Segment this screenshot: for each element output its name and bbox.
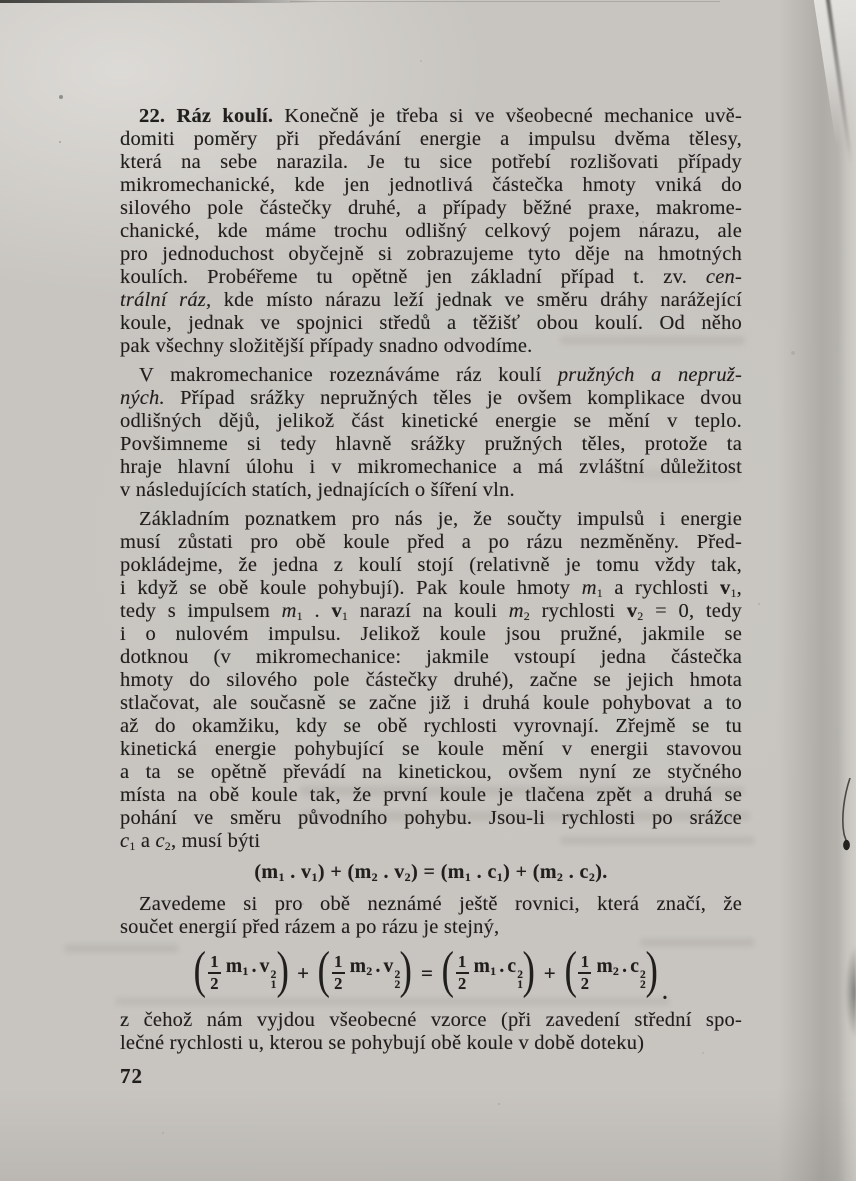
text-line: koulích. Probéřeme tu opětně jen základní případ t. zv. cen- [120, 266, 742, 288]
fraction [332, 951, 345, 993]
text-line: mikromechanické, kde jen jednotlivá částečka hmoty vniká do [120, 174, 742, 196]
operator: = [420, 960, 434, 985]
fraction [456, 951, 469, 993]
energy-conservation-formula [120, 942, 742, 1004]
text-line: hmoty do silového pole částečky druhé), začne se jejich hmota [120, 669, 742, 691]
text-line: pohání ve směru původního pohybu. Jsou-li rychlosti po srážce [120, 807, 742, 829]
text-line: hraje hlavní úlohu i v mikromechanice a má zvláštní důležitost [120, 456, 742, 478]
open-paren: ( [317, 942, 331, 999]
text-line: chanické, kde máme trochu odlišný celkový pojem nárazu, ale [120, 220, 742, 242]
text-line: a ta se opětně převádí na kinetickou, ovšem nyní ze styčného [120, 761, 742, 783]
operator: + [297, 960, 310, 985]
fraction-numerator: 1 [334, 951, 343, 971]
text-column [120, 105, 742, 1055]
paragraph-1 [120, 105, 742, 358]
fraction-denominator: 2 [210, 974, 219, 993]
text-line: 22. Ráz koulí. Konečně je třeba si ve všeobecné mechanice uvě- [139, 105, 742, 127]
formula-period: . [662, 983, 668, 1004]
close-paren: ) [522, 942, 536, 999]
fraction-numerator: 1 [580, 951, 590, 971]
open-paren: ( [441, 942, 455, 999]
text-line: místa na obě koule tak, že první koule je tlačena zpět a druhá se [120, 784, 742, 806]
text-line: Povšimneme si tedy hlavně srážky pružných těles, protože ta [120, 433, 742, 455]
text-line: pokládejme, že jedna z koulí stojí (relativně je tomu vždy tak, [120, 554, 742, 576]
paragraph-2 [120, 364, 742, 502]
formula-term [193, 942, 289, 999]
text-line: pak všechny složitější případy snadno odvodíme. [120, 335, 533, 357]
formula-term [317, 942, 413, 999]
fraction-denominator: 2 [580, 974, 590, 993]
paper-specks [0, 0, 2, 2]
close-paren: ) [645, 942, 659, 999]
fraction-denominator: 2 [457, 974, 467, 993]
page-number: 72 [120, 1064, 143, 1088]
text-line: pro jednoduchost obyčejně si zobrazujeme tyto děje na hmotných [120, 243, 742, 265]
text-line: odlišných dějů, jelikož část kinetické energie se mění v teplo. [120, 410, 742, 432]
page-edge-line [0, 0, 318, 3]
text-line: i když se obě koule pohybují). Pak koule hmoty $m_1$ a rychlosti $v_1$, [120, 577, 742, 600]
text-line: součet energií před rázem a po rázu je stejný, [120, 916, 500, 938]
text-line: trální ráz, kde místo nárazu leží jednak ve směru dráhy narážející [120, 289, 742, 311]
close-paren: ) [276, 942, 289, 999]
text-line: i o nulovém impulsu. Jelikož koule jsou pružné, jakmile se [120, 623, 742, 645]
paragraph-4 [120, 893, 742, 939]
fraction-numerator: 1 [457, 951, 467, 971]
text-line: musí zůstati pro obě koule před a po rázu nezměněny. Před- [120, 531, 742, 553]
scratch-mark [836, 778, 854, 873]
text-line: silového pole částečky druhé, a případy běžné praxe, makrome- [120, 197, 742, 219]
text-line: dotknou (v mikromechanice: jakmile vstoupí jedna částečka [120, 646, 742, 668]
open-paren: ( [193, 942, 207, 999]
operator: + [543, 960, 556, 985]
fraction-numerator: 1 [210, 951, 219, 971]
text-line: $c_1$ a $c_2$, musí býti [120, 830, 261, 853]
text-line: stlačovat, ale současně se začne již i druhá koule pohybovat a to [120, 692, 742, 714]
formula-term [441, 942, 536, 999]
term-expression: $m_2$ . c 2 2 [596, 956, 646, 991]
page-edge-line-faint [290, 1, 720, 2]
text-line: lečné rychlosti u, kterou se pohybují obě koule v době doteku) [120, 1032, 645, 1054]
text-line: Zavedeme si pro obě neznámé ještě rovnici, která značí, že [139, 893, 742, 915]
formula-term [564, 942, 659, 999]
text-line: domiti poměry při předávání energie a impulsu dvěma tělesy, [120, 128, 742, 150]
text-line: ných. Případ srážky nepružných těles je ovšem komplikace dvou [120, 387, 742, 409]
text-line: která na sebe narazila. Je tu sice potřebí rozlišovati případy [120, 151, 742, 173]
text-line: kinetická energie pohybující se koule mění v energii stavovou [120, 738, 742, 760]
text-line: V makromechanice rozeznáváme ráz koulí pružných a nepruž- [139, 364, 742, 386]
term-expression: $m_1$ . c 2 1 [473, 956, 524, 991]
edge-smudge [845, 946, 856, 1038]
fraction [208, 951, 221, 993]
text-line: Základním poznatkem pro nás je, že součty impulsů i energie [139, 508, 742, 530]
paragraph-3 [120, 508, 742, 853]
term-expression: $m_2$ . v 2 2 [349, 956, 401, 991]
text-line: tedy s impulsem $m_1$ . $v_1$ narazí na kouli $m_2$ rychlosti $v_2 = 0$, tedy [120, 600, 742, 623]
momentum-conservation-formula: ($m_1$ . $v_1) + (m_2$ . $v_2) = (m_1$ . $c_1) + (m_2$ . $c_2$). [254, 861, 608, 884]
paragraph-5 [120, 1009, 742, 1055]
close-paren: ) [399, 942, 413, 999]
text-line: v následujících statích, jednajících o šíření vln. [120, 479, 515, 501]
text-line: koule, jednak ve spojnici středů a těžišť obou koulí. Od něho [120, 312, 742, 334]
text-line: z čehož nám vyjdou všeobecné vzorce (při zavedení střední spo- [120, 1009, 742, 1031]
open-paren: ( [564, 942, 577, 999]
term-expression: $m_1$ . v 2 1 [225, 956, 277, 991]
fraction [578, 951, 591, 993]
fraction-denominator: 2 [334, 974, 343, 993]
text-line: až do okamžiku, kdy se obě rychlosti vyrovnají. Zřejmě se tu [120, 715, 742, 737]
